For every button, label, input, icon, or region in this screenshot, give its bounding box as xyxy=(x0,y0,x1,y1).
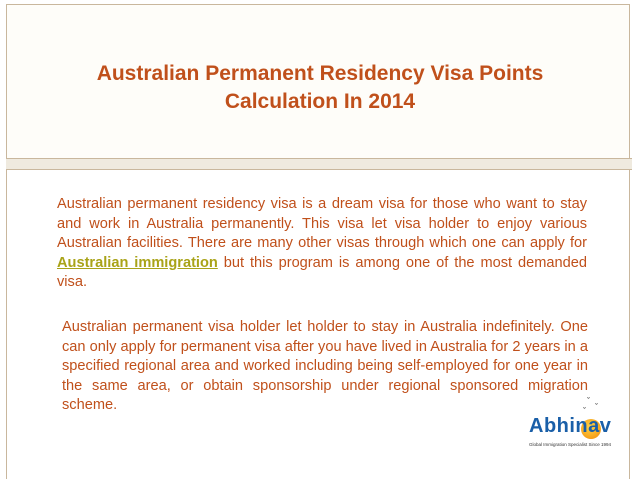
logo-tagline: Global Immigration Specialist Since 1994 xyxy=(529,442,612,447)
paragraph-intro-text-end: but this program is among one of the most demanded visa. xyxy=(57,254,587,291)
divider-band xyxy=(6,159,632,169)
paragraph-intro-text: Australian permanent residency visa is a dream visa for those who want to stay and work in Australia permanently. This visa let visa holder to enjoy various Australian facilities. There are many other visas through which one can apply for xyxy=(57,196,587,252)
paragraph-details: Australian permanent visa holder let holder to stay in Australia indefinitely. One can only apply for permanent visa after you have lived in Australia for 2 years in a specified regional area and worked including being self-employed for one year in the same area, or obtain sponsorship under regional sponsored migration scheme. xyxy=(62,319,588,414)
abhinav-logo xyxy=(525,395,612,457)
logo-wordmark: Abhinav xyxy=(529,415,612,437)
bird-icon: ˇ xyxy=(583,406,586,416)
divider-line xyxy=(6,169,632,170)
paragraph-intro xyxy=(57,195,587,293)
bird-icon: ˇ xyxy=(595,402,598,412)
australian-immigration-link[interactable]: Australian immigration xyxy=(57,254,218,271)
slide-title: Australian Permanent Residency Visa Points Calculation In 2014 xyxy=(96,62,544,113)
bird-icon: ˇ xyxy=(587,396,590,406)
